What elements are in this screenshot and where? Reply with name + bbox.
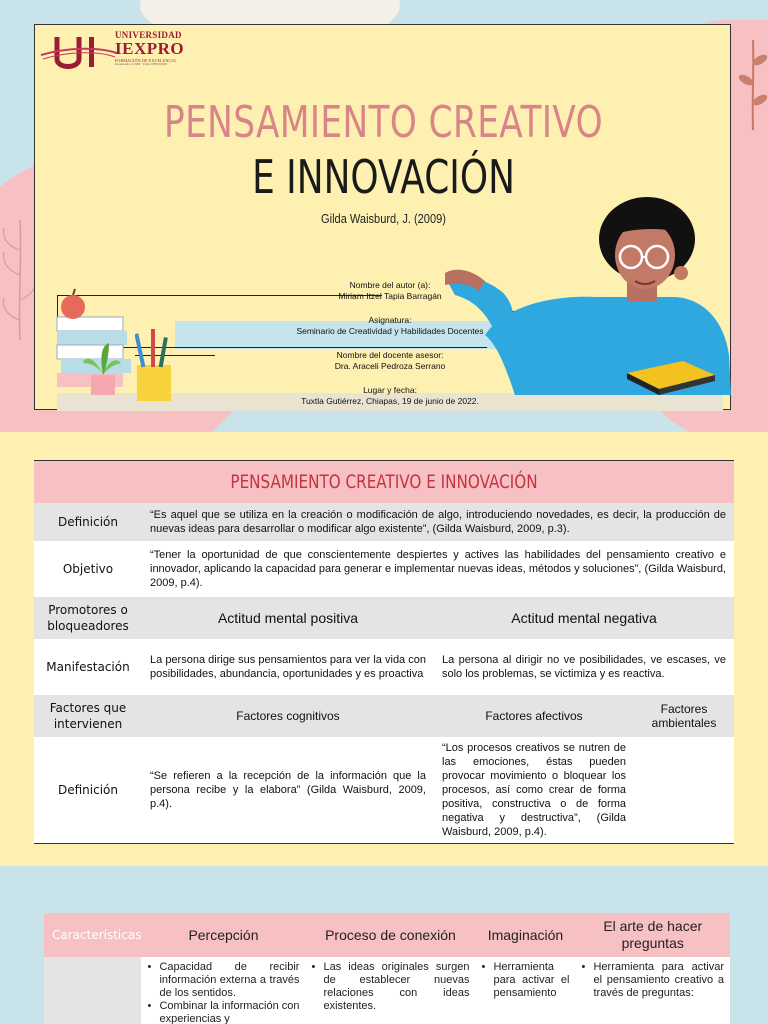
- environmental-definition: [634, 737, 734, 844]
- negative-attitude: Actitud mental negativa: [511, 609, 657, 626]
- objective-text: “Tener la oportunidad de que conscientemente despiertes y actives las habilidades del pensamiento creativo e innovador, aplicando la capacidad para generar e implementar nuevas ideas, métodos y soluciones”, (Gilda Waisburd, 2009, p.4).: [150, 548, 726, 589]
- header-cell: Proceso de conexión: [305, 913, 475, 957]
- table-row: [34, 639, 734, 695]
- logo-line4: Incorporada a la SEP · Clave: 07PSU0103I: [115, 62, 167, 66]
- list-item: • Herramienta para activar el pensamiento: [481, 961, 569, 1000]
- bullet-list: [581, 961, 724, 1000]
- creative-thinking-table: [34, 460, 734, 844]
- place-date: Tuxtla Gutiérrez, Chiapas, 19 de junio de 2022.: [301, 396, 479, 406]
- subject-name: Seminario de Creatividad y Habilidades Docentes: [296, 326, 484, 336]
- table-cell: [141, 957, 305, 1024]
- author-label: Nombre del autor (a):: [349, 280, 431, 290]
- cover-card: [34, 24, 731, 410]
- definition-text: “Es aquel que se utiliza en la creación o modificación de algo, introduciendo novedades, es decir, la producción de nuevas ideas para desarrollar o modificar algo existente”, (Gilda Waisburd, 2009, p.3).: [150, 508, 726, 535]
- table-row: [34, 597, 734, 639]
- cover-page: [0, 0, 768, 432]
- affective-definition: “Los procesos creativos se nutren de las emociones, éstas pueden provocar movimiento o bloquear los procesos, así como crear de forma positiva, constructiva o de forma negativa y destructiva”, (Gilda Waisburd, 2009, p.4).: [442, 741, 626, 838]
- bullet-list: [481, 961, 569, 1000]
- characteristics-page: [0, 866, 768, 1024]
- cover-title-line2: E INNOVACIÓN: [252, 150, 515, 204]
- header-cell: Percepción: [141, 913, 305, 957]
- table-row: [34, 737, 734, 844]
- author-name: Miriam Itzel Tapia Barragán: [338, 291, 442, 301]
- row-label: Factores que intervienen: [49, 700, 127, 731]
- table-cell: [475, 957, 575, 1024]
- bullet-list: [147, 961, 299, 1024]
- row-label: Definición: [58, 514, 118, 529]
- table-row: [34, 541, 734, 597]
- negative-manifestation: La persona al dirigir no ve posibilidades, ve escases, ve solo los problemas, se victimiza y es reactiva.: [442, 653, 726, 680]
- logo-text: [115, 31, 184, 66]
- cover-citation: Gilda Waisburd, J. (2009): [321, 211, 446, 226]
- affective-factors: Factores afectivos: [485, 708, 583, 723]
- header-cell: Imaginación: [475, 913, 575, 957]
- table-header-row: [44, 913, 730, 957]
- table-cell: [575, 957, 730, 1024]
- advisor-name: Dra. Araceli Pedroza Serrano: [334, 361, 446, 371]
- characteristics-table: [44, 913, 730, 1024]
- logo-line1: UNIVERSIDAD: [115, 30, 182, 40]
- table-row: [34, 503, 734, 541]
- bullet-list: [311, 961, 469, 1013]
- cognitive-definition: “Se refieren a la recepción de la información que la persona recibe y la elabora” (Gilda Waisburd, 2009, p.4).: [150, 769, 426, 810]
- table-row: [34, 695, 734, 737]
- pencil-cup-illustration-icon: [135, 325, 175, 405]
- advisor-label: Nombre del docente asesor:: [336, 350, 444, 360]
- logo-line2: IEXPRO: [115, 39, 185, 58]
- header-cell: El arte de hacer preguntas: [575, 913, 730, 957]
- list-item: • Combinar la información con experiencias y: [147, 1000, 299, 1024]
- leaf-decoration-icon: [738, 40, 768, 130]
- logo-line3: FORMACIÓN DE EXCELENCIA: [115, 58, 177, 63]
- list-item: • Capacidad de recibir información externa a través de los sentidos.: [147, 961, 299, 1000]
- closed-book-illustration-icon: [623, 357, 719, 397]
- positive-attitude: Actitud mental positiva: [217, 609, 359, 626]
- row-label: Manifestación: [46, 659, 130, 674]
- cover-title-line1: PENSAMIENTO CREATIVO: [163, 97, 604, 148]
- positive-manifestation: La persona dirige sus pensamientos para ver la vida con posibilidades, abundancia, oportunidades y es proactiva: [150, 653, 426, 680]
- list-item: • Las ideas originales surgen de establecer nuevas relaciones con ideas existentes.: [311, 961, 469, 1013]
- subject-label: Asignatura:: [368, 315, 412, 325]
- table-cell: [305, 957, 475, 1024]
- row-label: Promotores o bloqueadores: [47, 602, 129, 633]
- table-row: [44, 957, 730, 1024]
- table-title-row: [34, 461, 734, 503]
- table-page: [0, 432, 768, 866]
- place-label: Lugar y fecha:: [363, 385, 417, 395]
- row-label: Objetivo: [62, 561, 114, 576]
- header-cell: Características: [44, 913, 141, 957]
- cognitive-factors: Factores cognitivos: [236, 708, 340, 723]
- row-label: Definición: [58, 782, 118, 797]
- environmental-factors: Factores ambientales: [651, 701, 717, 730]
- table-title: PENSAMIENTO CREATIVO E INNOVACIÓN: [230, 470, 538, 493]
- list-item: • Herramienta para activar el pensamiento creativo a través de preguntas:: [581, 961, 724, 1000]
- table-cell: [44, 957, 141, 1024]
